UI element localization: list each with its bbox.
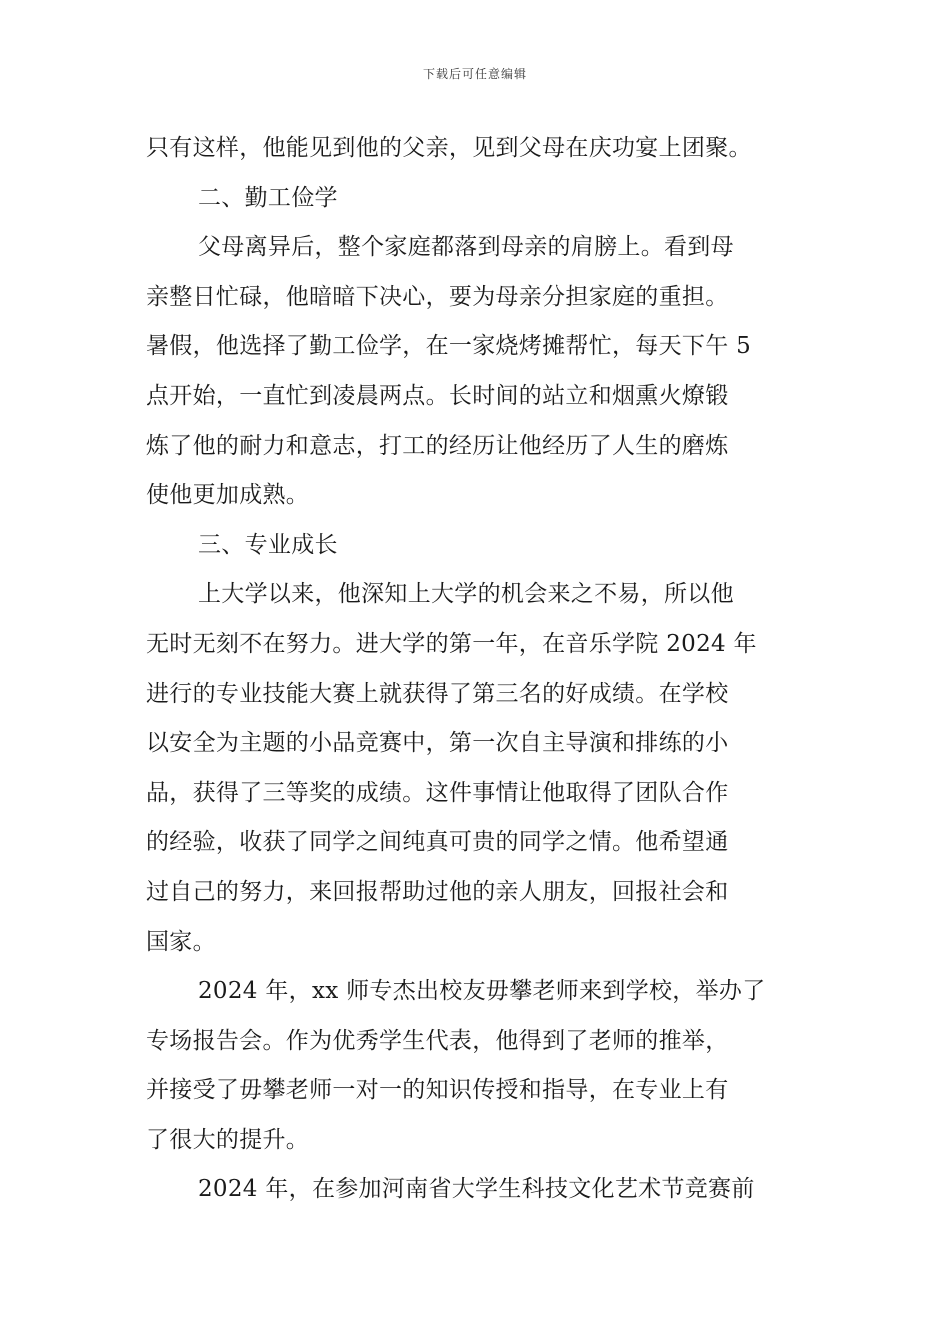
body-line: 点开始，一直忙到凌晨两点。长时间的站立和烟熏火燎锻 — [146, 382, 729, 409]
body-line: 的经验，收获了同学之间纯真可贵的同学之情。他希望通 — [146, 829, 729, 856]
body-line: 暑假，他选择了勤工俭学，在一家烧烤摊帮忙，每天下午 5 — [146, 333, 752, 360]
body-line: 使他更加成熟。 — [146, 482, 310, 509]
body-line: 无时无刻不在努力。进大学的第一年，在音乐学院 2024 年 — [146, 630, 757, 657]
body-line: 上大学以来，他深知上大学的机会来之不易，所以他 — [198, 581, 734, 608]
section-heading: 二、勤工俭学 — [198, 184, 338, 211]
document-body — [146, 124, 806, 1215]
body-line: 国家。 — [146, 928, 216, 955]
body-line: 2024 年，xx 师专杰出校友毋攀老师来到学校，举办了 — [198, 978, 766, 1005]
body-line: 专场报告会。作为优秀学生代表，他得到了老师的推举， — [146, 1027, 729, 1054]
body-line: 父母离异后，整个家庭都落到母亲的肩膀上。看到母 — [198, 234, 734, 261]
page-header: 下载后可任意编辑 — [422, 67, 527, 81]
section-heading: 三、专业成长 — [198, 531, 338, 558]
body-line: 以安全为主题的小品竞赛中，第一次自主导演和排练的小 — [146, 730, 729, 757]
body-line: 只有这样，他能见到他的父亲，见到父母在庆功宴上团聚。 — [146, 135, 752, 161]
body-line: 过自己的努力，来回报帮助过他的亲人朋友，回报社会和 — [146, 878, 729, 905]
body-line: 炼了他的耐力和意志，打工的经历让他经历了人生的磨炼 — [146, 432, 729, 459]
body-line: 了很大的提升。 — [146, 1126, 310, 1153]
body-line: 亲整日忙碌，他暗暗下决心，要为母亲分担家庭的重担。 — [146, 283, 729, 310]
body-line: 进行的专业技能大赛上就获得了第三名的好成绩。在学校 — [146, 680, 729, 707]
body-line: 2024 年，在参加河南省大学生科技文化艺术节竞赛前 — [198, 1176, 755, 1203]
body-line: 并接受了毋攀老师一对一的知识传授和指导，在专业上有 — [146, 1077, 729, 1104]
body-line: 品，获得了三等奖的成绩。这件事情让他取得了团队合作 — [146, 779, 729, 806]
